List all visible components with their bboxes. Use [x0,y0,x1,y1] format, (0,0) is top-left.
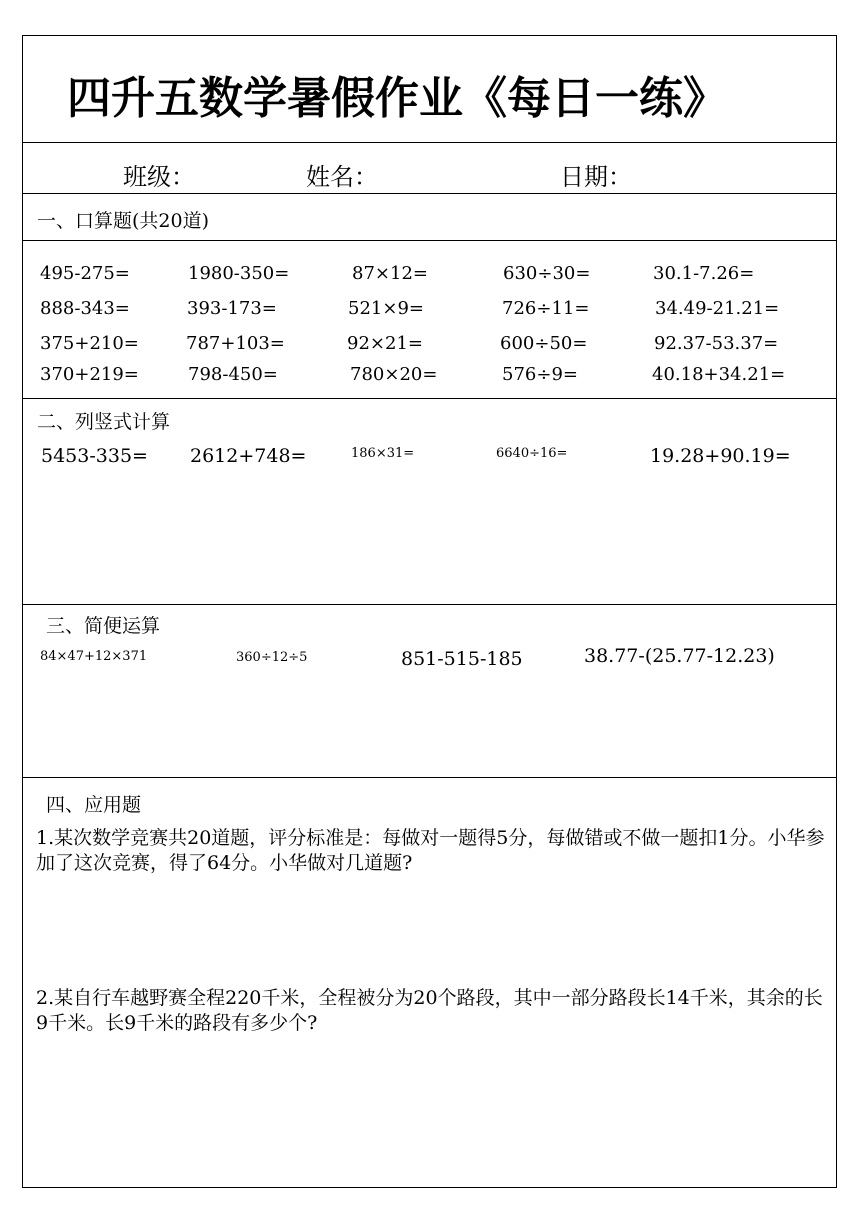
problem-cell: 19.28+90.19= [650,445,791,467]
section2-heading: 二、列竖式计算 [37,411,171,433]
problem-cell: 495-275= [40,263,130,284]
problem-cell: 393-173= [187,298,277,319]
problem-cell: 630÷30= [503,263,591,284]
problem-cell: 6640÷16= [496,446,568,461]
simplified-calculation-section [23,605,836,778]
problem-cell: 576÷9= [502,364,578,385]
problem-cell: 780×20= [350,364,438,385]
problem-cell: 1980-350= [188,263,290,284]
problem-cell: 360÷12÷5 [236,650,308,665]
problem-cell: 92×21= [347,333,423,354]
problem-cell: 521×9= [348,298,424,319]
problem-cell: 40.18+34.21= [652,364,786,385]
section3-heading: 三、简便运算 [46,615,161,637]
problem-cell: 888-343= [40,298,130,319]
problem-cell: 5453-335= [41,445,148,467]
problem-cell: 726÷11= [502,298,590,319]
section1-header-row [23,194,836,241]
problem-cell: 87×12= [352,263,428,284]
problem-cell: 92.37-53.37= [654,333,779,354]
vertical-calculation-section [23,399,836,605]
problem-cell: 375+210= [40,333,139,354]
name-label: 姓名： [306,163,378,191]
problem-cell: 600÷50= [500,333,588,354]
problem-cell: 798-450= [188,364,278,385]
section4-heading: 四、应用题 [46,794,142,816]
problem-cell: 851-515-185 [401,648,523,670]
problem-cell: 2612+748= [190,445,307,467]
problem-cell: 787+103= [186,333,285,354]
section1-heading: 一、口算题(共20道) [37,210,210,232]
word-problem: 1.某次数学竞赛共20道题，评分标准是：每做对一题得5分，每做错或不做一题扣1分。小华参加了这次竞赛，得了64分。小华做对几道题? [36,827,825,874]
page-title: 四升五数学暑假作业《每日一练》 [67,73,727,124]
date-label: 日期： [560,163,632,191]
class-label: 班级： [123,163,195,191]
mental-arithmetic-section [23,241,836,399]
problem-cell: 38.77-(25.77-12.23) [584,645,775,667]
problem-cell: 84×47+12×371 [40,649,148,664]
problem-cell: 34.49-21.21= [655,298,780,319]
problem-cell: 30.1-7.26= [653,263,755,284]
word-problems-section [23,778,836,1187]
student-info-row [23,143,836,194]
worksheet [22,35,837,1188]
word-problem: 2.某自行车越野赛全程220千米，全程被分为20个路段，其中一部分路段长14千米，其余的长9千米。长9千米的路段有多少个? [36,987,823,1034]
title-row [23,36,836,143]
problem-cell: 370+219= [40,364,139,385]
problem-cell: 186×31= [351,446,415,461]
